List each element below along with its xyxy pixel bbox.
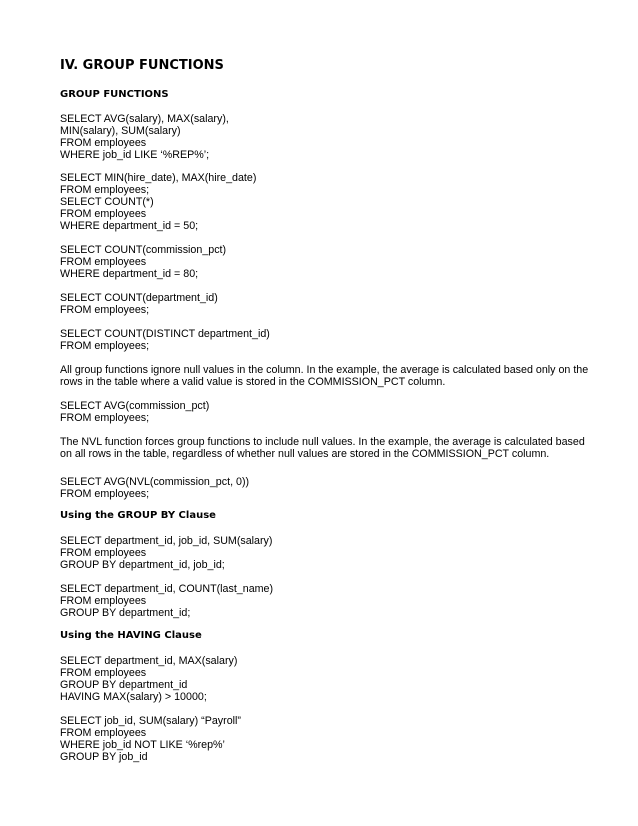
code-line: WHERE job_id NOT LIKE ‘%rep%’ [60,739,225,751]
subsection-title-group-by: Using the GROUP BY Clause [60,510,216,521]
code-block-avg-commission [60,400,209,424]
subsection-title-having: Using the HAVING Clause [60,630,202,641]
code-line: SELECT department_id, job_id, SUM(salary) [60,535,273,547]
code-line: SELECT COUNT(*) [60,196,154,208]
code-line: SELECT MIN(hire_date), MAX(hire_date) [60,172,257,184]
code-line: HAVING MAX(salary) > 10000; [60,691,207,703]
code-line: GROUP BY department_id, job_id; [60,559,225,571]
code-line: FROM employees; [60,184,150,196]
code-line: SELECT job_id, SUM(salary) “Payroll” [60,715,241,727]
code-line: SELECT COUNT(department_id) [60,292,218,304]
code-block-min-max-hire-date [60,172,256,232]
code-line: WHERE department_id = 80; [60,268,199,280]
code-line: FROM employees [60,727,147,739]
section-title: IV. GROUP FUNCTIONS [60,58,224,73]
code-block-payroll [60,715,241,763]
code-block-having-max-salary [60,655,237,703]
code-line: SELECT COUNT(DISTINCT department_id) [60,328,270,340]
code-block-count-department [60,292,218,316]
code-line: SELECT AVG(salary), MAX(salary), [60,113,229,125]
code-line: SELECT department_id, COUNT(last_name) [60,583,274,595]
code-line: GROUP BY job_id [60,751,148,763]
code-line: FROM employees [60,595,147,607]
code-line: WHERE department_id = 50; [60,220,199,232]
code-block-count-distinct [60,328,270,352]
code-line: GROUP BY department_id; [60,607,191,619]
code-block-count-commission [60,244,226,280]
paragraph-null-values [60,364,589,388]
code-line: SELECT AVG(commission_pct) [60,400,210,412]
code-line: FROM employees [60,208,147,220]
code-line: SELECT department_id, MAX(salary) [60,655,238,667]
code-line: SELECT COUNT(commission_pct) [60,244,227,256]
code-line: SELECT AVG(NVL(commission_pct, 0)) [60,476,250,488]
paragraph-line: All group functions ignore null values in the column. In the example, the average is calculated based only on the [60,364,589,376]
code-block-group-by-department [60,583,273,619]
code-line: FROM employees; [60,304,150,316]
code-block-avg-nvl [60,476,249,500]
code-line: FROM employees; [60,488,150,500]
code-line: FROM employees; [60,412,150,424]
code-block-avg-max-min-sum [60,113,229,161]
code-block-group-by-job [60,535,272,571]
subsection-title-group-functions: GROUP FUNCTIONS [60,89,169,100]
code-line: MIN(salary), SUM(salary) [60,125,181,137]
code-line: FROM employees [60,547,147,559]
paragraph-line: rows in the table where a valid value is stored in the COMMISSION_PCT column. [60,376,446,388]
code-line: FROM employees; [60,340,150,352]
code-line: FROM employees [60,256,147,268]
paragraph-line: The NVL function forces group functions to include null values. In the example, the average is calculated based [60,436,585,448]
code-line: GROUP BY department_id [60,679,188,691]
paragraph-nvl-function [60,436,585,460]
code-line: FROM employees [60,667,147,679]
paragraph-line: on all rows in the table, regardless of whether null values are stored in the COMMISSION_PCT column. [60,448,550,460]
code-line: WHERE job_id LIKE ‘%REP%’; [60,149,210,161]
code-line: FROM employees [60,137,147,149]
